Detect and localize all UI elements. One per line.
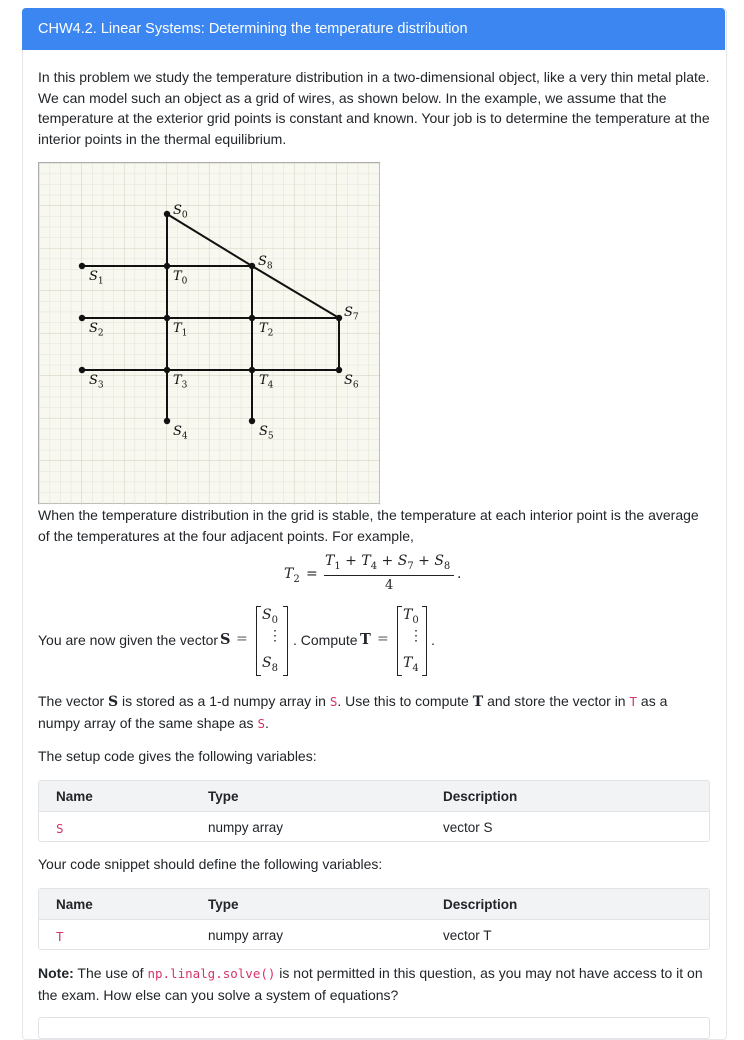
eq-equals: =: [306, 566, 318, 582]
setup-text: The setup code gives the following variables:: [38, 748, 317, 764]
node-s3: [79, 367, 85, 373]
vec-s-symbol: S: [220, 631, 231, 648]
var-s-code-2: S: [257, 715, 265, 731]
eq-numerator: $T_1 + T_4 + S_7 + S_8$: [325, 553, 451, 572]
given-equals: =: [236, 631, 248, 647]
table-row: S numpy array vector S: [56, 820, 493, 836]
label-s4: $S_4$: [173, 424, 188, 442]
label-t0: $T_0$: [173, 269, 188, 287]
eq-denominator: 4: [385, 578, 394, 593]
compute-equals: =: [377, 631, 389, 647]
label-s1: $S_1$: [89, 269, 104, 287]
vec-t-symbol: T: [360, 631, 371, 648]
var-s-code: S: [329, 694, 338, 709]
node-s0: [164, 211, 170, 217]
setup-table-header: Name Type Description: [39, 781, 709, 812]
label-t2: $T_2$: [259, 321, 274, 339]
node-t0: [164, 263, 170, 269]
given-prefix: You are now given the vector: [38, 632, 219, 648]
note-label: Note:: [38, 965, 74, 981]
node-t3: [164, 367, 170, 373]
note-paragraph: Note: The use of np.linalg.solve() is not permitted in this question, as you may not have access to it on the exam. How else can you solve a system of equations?: [38, 965, 703, 1003]
define-table-header: Name Type Description: [39, 889, 709, 920]
node-s6: [336, 367, 342, 373]
node-t4: [249, 367, 255, 373]
label-t3: $T_3$: [173, 373, 188, 391]
node-s5: [249, 418, 255, 424]
t-dots: ⋮: [409, 628, 423, 644]
eq-fraction-bar: [324, 575, 454, 576]
compute-text: . Compute: [293, 632, 358, 648]
label-s2: $S_2$: [89, 321, 104, 339]
t-bottom: $T_4$: [403, 655, 419, 674]
t-bracket-left: [397, 606, 402, 676]
intro-paragraph: In this problem we study the temperature distribution in a two-dimensional object, like a very thin metal plate. We can model such an object as a grid of wires, as shown below. In the example, we assume that the temperature at the exterior grid points is constant and known. Your job is to determine the temperature at the interior points in the thermal equilibrium.: [38, 69, 710, 147]
label-t4: $T_4$: [259, 373, 274, 391]
label-s6: $S_6$: [344, 373, 359, 391]
label-s8: $S_8$: [258, 254, 273, 272]
s-top: $S_0$: [262, 607, 278, 626]
label-s3: $S_3$: [89, 373, 104, 391]
note-code: np.linalg.solve(): [147, 966, 276, 981]
node-t1: [164, 315, 170, 321]
define-variables-table: [38, 888, 710, 950]
eq-lhs: $T_2$: [284, 566, 300, 585]
table-row: T numpy array vector T: [56, 928, 492, 944]
question-title: CHW4.2. Linear Systems: Determining the temperature distribution: [38, 21, 468, 37]
t-top: $T_0$: [403, 607, 419, 626]
label-t1: $T_1$: [173, 321, 188, 339]
setup-variables-table: [38, 780, 710, 842]
label-s0: $S_0$: [173, 203, 188, 221]
node-s1: [79, 263, 85, 269]
s-bottom: $S_8$: [262, 655, 278, 674]
define-text: Your code snippet should define the following variables:: [38, 856, 383, 872]
node-s8: [249, 263, 255, 269]
s-bracket-right: [283, 606, 288, 676]
node-s4: [164, 418, 170, 424]
label-s7: $S_7$: [344, 305, 359, 323]
s-bracket-left: [256, 606, 261, 676]
s-dots: ⋮: [268, 628, 282, 644]
node-s7: [336, 315, 342, 321]
eq-period: .: [457, 566, 462, 582]
code-editor-box[interactable]: [38, 1017, 710, 1039]
grid-figure: [38, 162, 380, 504]
given-period: .: [431, 632, 435, 648]
label-s5: $S_5$: [259, 424, 274, 442]
node-s2: [79, 315, 85, 321]
stable-paragraph: When the temperature distribution in the grid is stable, the temperature at each interior point is the average of the temperatures at the four adjacent points. For example,: [38, 507, 699, 544]
node-t2: [249, 315, 255, 321]
var-t-code: T: [629, 694, 638, 709]
stored-paragraph: The vector S is stored as a 1-d numpy array in S. Use this to compute T and store the vector in T as a numpy array of the same shape as S.: [38, 693, 668, 731]
question-header: [22, 8, 725, 50]
